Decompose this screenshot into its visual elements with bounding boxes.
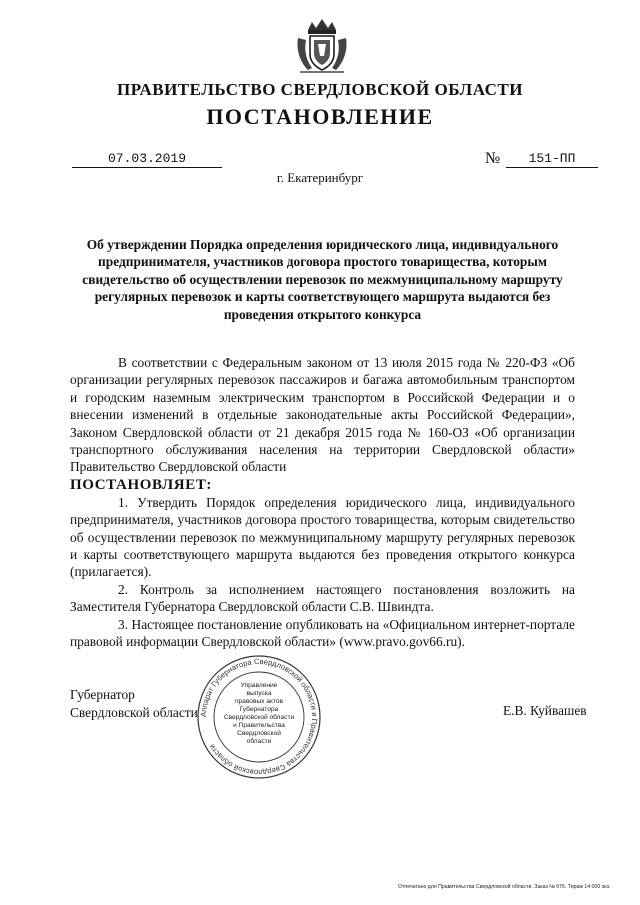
stamp-line-4: Губернатора [239, 706, 279, 713]
document-date: 07.03.2019 [72, 151, 222, 168]
coat-of-arms-icon [294, 16, 350, 74]
stamp-line-3: правовых актов [234, 698, 284, 705]
city-name: г. Екатеринбург [276, 170, 364, 185]
signatory-position-line-1: Губернатор [70, 687, 135, 702]
official-stamp [196, 654, 322, 780]
item-paragraph-1: 1. Утвердить Порядок определения юридического лица, индивидуального предпринимателя, участников договора простого товарищества, которым свидетельство об осуществлении перевозок по межмуниципальному маршруту регулярных перевозок и карты соответствующего маршрута выдаются без проведения открытого конкурса (прилагается). [70, 494, 575, 580]
item-paragraph-3: 3. Настоящее постановление опубликовать на «Официальном интернет-портале правовой информации Свердловской области» (www.pravo.gov66.ru). [70, 616, 575, 650]
stamp-line-6: и Правительства [233, 722, 285, 729]
item-paragraph-2: 2. Контроль за исполнением настоящего постановления возложить на Заместителя Губернатора Свердловской области С.В. Швиндта. [70, 581, 575, 615]
signatory-position-line-2: Свердловской области [70, 705, 198, 720]
stamp-line-7: Свердловской [237, 730, 281, 737]
document-body [70, 354, 575, 651]
document-type-title: ПОСТАНОВЛЕНИЕ [206, 104, 434, 129]
print-footer: Отпечатано для Правительства Свердловской области. Заказ № 676. Тираж 14 000 экз. [398, 884, 611, 890]
stamp-line-2: выпуска [246, 690, 272, 697]
stamp-line-1: Управление [240, 682, 278, 689]
signatory-position [70, 686, 198, 722]
number-sign: № [485, 150, 501, 167]
stamp-outer-text: Аппарат Губернатора Свердловской области и Правительства Свердловской области [198, 656, 320, 778]
organization-title: ПРАВИТЕЛЬСТВО СВЕРДЛОВСКОЙ ОБЛАСТИ [117, 80, 523, 99]
decree-word: ПОСТАНОВЛЯЕТ: [70, 476, 213, 493]
preamble-paragraph: В соответствии с Федеральным законом от 13 июля 2015 года № 220-ФЗ «Об организации регулярных перевозок пассажиров и багажа автомобильным транспортом и городским наземным электрическим транспортом в Российской Федерации и о внесении изменений в отдельные законодательные акты Российской Федерации», Законом Свердловской области от 21 декабря 2015 года № 160-ОЗ «Об организации транспортного обслуживания населения на территории Свердловской области» Правительство Свердловской области [70, 355, 575, 475]
stamp-line-8: области [246, 738, 272, 745]
stamp-line-5: Свердловской области [223, 714, 295, 721]
document-number: 151-ПП [506, 151, 598, 168]
document-title: Об утверждении Порядка определения юридического лица, индивидуального предпринимателя, участников договора простого товарищества, которым свидетельство об осуществлении перевозок по межмуниципальному маршруту регулярных перевозок и карты соответствующего маршрута выдаются без проведения открытого конкурса [82, 237, 563, 322]
signatory-name: Е.В. Куйвашев [503, 703, 587, 718]
